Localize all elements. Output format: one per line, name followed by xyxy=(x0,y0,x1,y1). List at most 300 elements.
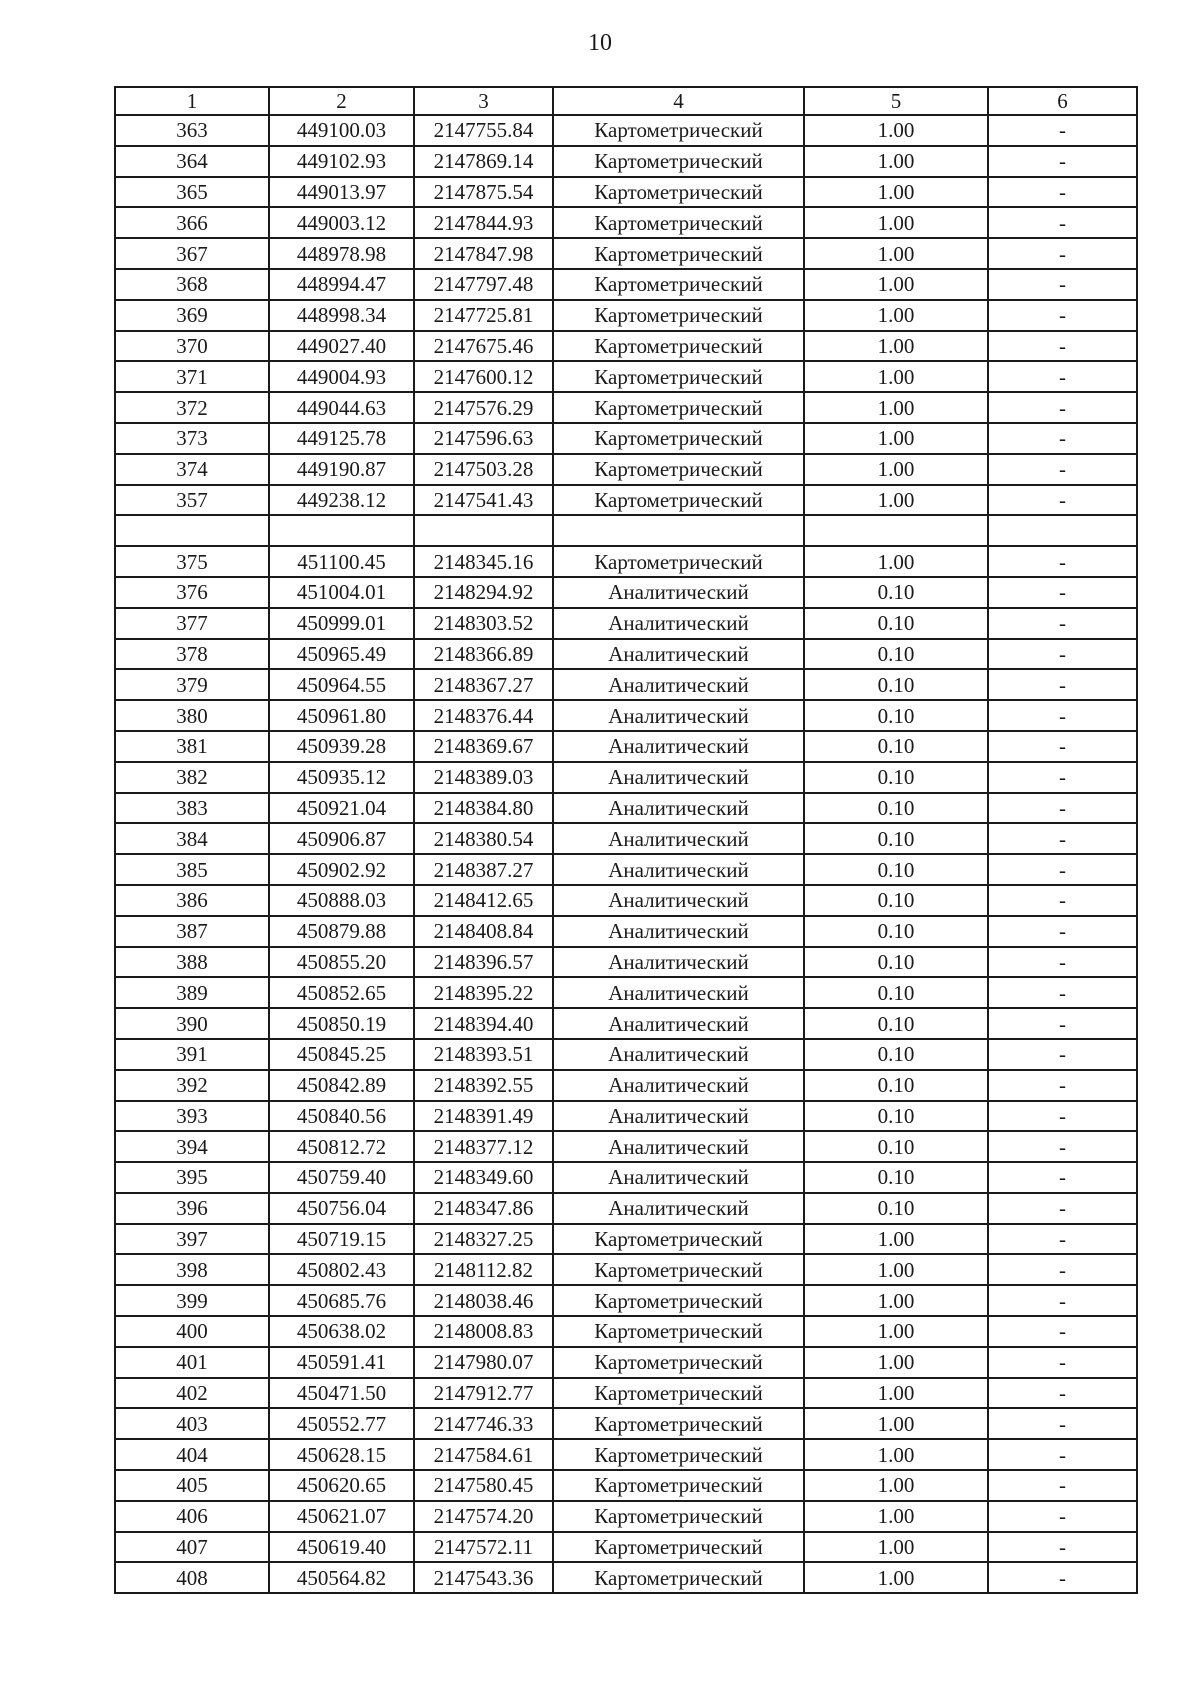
table-cell-col-2: 449238.12 xyxy=(269,485,414,516)
table-cell-col-5: 0.10 xyxy=(804,1131,988,1162)
table-cell-col-2: 450719.15 xyxy=(269,1224,414,1255)
table-cell-col-6: - xyxy=(988,1562,1137,1593)
table-cell-col-3: 2147584.61 xyxy=(414,1439,553,1470)
table-cell-col-2: 450471.50 xyxy=(269,1378,414,1409)
table-cell-col-3: 2147503.28 xyxy=(414,454,553,485)
table-row xyxy=(115,1439,1137,1470)
table-cell-col-5: 0.10 xyxy=(804,1008,988,1039)
table-cell-col-4: Аналитический xyxy=(553,793,804,824)
table-cell-col-4: Картометрический xyxy=(553,300,804,331)
table-cell-col-5: 0.10 xyxy=(804,1039,988,1070)
table-cell-col-6: - xyxy=(988,762,1137,793)
table-cell-col-2: 450619.40 xyxy=(269,1532,414,1563)
table-row xyxy=(115,1532,1137,1563)
table-cell-col-6: - xyxy=(988,1316,1137,1347)
table-cell-col-6: - xyxy=(988,731,1137,762)
table-cell-col-6: - xyxy=(988,1470,1137,1501)
table-row xyxy=(115,238,1137,269)
table-cell-col-4: Аналитический xyxy=(553,639,804,670)
table-cell-col-1: 396 xyxy=(115,1193,269,1224)
table-cell-col-5: 1.00 xyxy=(804,269,988,300)
table-cell-col-2: 450902.92 xyxy=(269,854,414,885)
table-cell-col-2: 450852.65 xyxy=(269,977,414,1008)
table-cell-col-2: 450840.56 xyxy=(269,1101,414,1132)
table-cell-col-5: 0.10 xyxy=(804,1193,988,1224)
table-row xyxy=(115,762,1137,793)
table-cell-col-2: 450812.72 xyxy=(269,1131,414,1162)
table-cell-col-1: 386 xyxy=(115,885,269,916)
table-header xyxy=(115,87,1137,115)
table-cell-col-5: 0.10 xyxy=(804,700,988,731)
table-row xyxy=(115,207,1137,238)
table-cell-col-1: 379 xyxy=(115,669,269,700)
table-row xyxy=(115,1378,1137,1409)
table-cell-col-4: Аналитический xyxy=(553,1101,804,1132)
table-cell-col-3: 2148377.12 xyxy=(414,1131,553,1162)
table-cell-col-2: 450842.89 xyxy=(269,1070,414,1101)
table-cell-col-6: - xyxy=(988,146,1137,177)
table-cell-col-6: - xyxy=(988,1378,1137,1409)
table-cell-col-3: 2147541.43 xyxy=(414,485,553,516)
table-cell-col-4: Картометрический xyxy=(553,115,804,146)
table-cell-col-6: - xyxy=(988,1008,1137,1039)
table-cell-col-6: - xyxy=(988,823,1137,854)
table-cell-col-2: 450939.28 xyxy=(269,731,414,762)
table-cell-col-3: 2148394.40 xyxy=(414,1008,553,1039)
table-cell-col-1: 389 xyxy=(115,977,269,1008)
table-cell-col-1: 392 xyxy=(115,1070,269,1101)
table-cell-col-4: Аналитический xyxy=(553,1008,804,1039)
table-cell-col-4: Аналитический xyxy=(553,1131,804,1162)
table-cell-col-6: - xyxy=(988,1101,1137,1132)
table-cell-col-6: - xyxy=(988,885,1137,916)
table-cell-col-4: Аналитический xyxy=(553,669,804,700)
table-cell-col-6: - xyxy=(988,977,1137,1008)
table-row xyxy=(115,1193,1137,1224)
table-cell-col-2: 450961.80 xyxy=(269,700,414,731)
table-row xyxy=(115,1501,1137,1532)
table-cell-col-3: 2148369.67 xyxy=(414,731,553,762)
table-cell-col-1: 357 xyxy=(115,485,269,516)
table-row xyxy=(115,1131,1137,1162)
table-cell-col-6: - xyxy=(988,577,1137,608)
table-cell-col-6: - xyxy=(988,361,1137,392)
table-cell-col-6: - xyxy=(988,1501,1137,1532)
table-cell-col-1: 401 xyxy=(115,1347,269,1378)
table-cell-col-1: 408 xyxy=(115,1562,269,1593)
table-cell-col-2: 450802.43 xyxy=(269,1254,414,1285)
table-cell-col-4: Картометрический xyxy=(553,1285,804,1316)
table-cell-col-1: 388 xyxy=(115,947,269,978)
table-cell-col-4: Картометрический xyxy=(553,361,804,392)
table-cell-col-3: 2148327.25 xyxy=(414,1224,553,1255)
table-cell-col-5: 0.10 xyxy=(804,1070,988,1101)
table-cell-col-6: - xyxy=(988,392,1137,423)
table-cell-col-5: 1.00 xyxy=(804,300,988,331)
table-cell-col-1: 384 xyxy=(115,823,269,854)
table-cell-col-1: 398 xyxy=(115,1254,269,1285)
table-cell-col-1: 404 xyxy=(115,1439,269,1470)
table-cell-col-4: Аналитический xyxy=(553,1193,804,1224)
table-cell-col-5: 0.10 xyxy=(804,577,988,608)
table-cell-col-5: 1.00 xyxy=(804,1532,988,1563)
table-cell-col-6: - xyxy=(988,947,1137,978)
table-row xyxy=(115,977,1137,1008)
table-cell-col-2: 448978.98 xyxy=(269,238,414,269)
table-cell-col-6: - xyxy=(988,639,1137,670)
table-cell-col-5: 1.00 xyxy=(804,331,988,362)
table-row xyxy=(115,423,1137,454)
table-cell-col-4: Картометрический xyxy=(553,1316,804,1347)
table-cell-col-4: Аналитический xyxy=(553,947,804,978)
table-row xyxy=(115,1562,1137,1593)
table-cell-col-4: Картометрический xyxy=(553,331,804,362)
table-cell-col-3: 2148367.27 xyxy=(414,669,553,700)
table-cell-col-2: 449003.12 xyxy=(269,207,414,238)
table-cell-col-1: 373 xyxy=(115,423,269,454)
table-cell-col-2: 451004.01 xyxy=(269,577,414,608)
table-cell-col-2: 450591.41 xyxy=(269,1347,414,1378)
table-row xyxy=(115,1470,1137,1501)
table-cell-col-5: 1.00 xyxy=(804,1439,988,1470)
table-cell-col-1: 387 xyxy=(115,916,269,947)
table-cell-col-2: 450638.02 xyxy=(269,1316,414,1347)
table-cell-col-4: Аналитический xyxy=(553,885,804,916)
table-cell-col-2: 448994.47 xyxy=(269,269,414,300)
table-cell-col-2: 450620.65 xyxy=(269,1470,414,1501)
table-row xyxy=(115,885,1137,916)
table-cell-col-3: 2148396.57 xyxy=(414,947,553,978)
table-cell-col-5: 1.00 xyxy=(804,361,988,392)
table-row xyxy=(115,947,1137,978)
table-cell-col-2: 449044.63 xyxy=(269,392,414,423)
table-cell-col-6: - xyxy=(988,669,1137,700)
table-row xyxy=(115,115,1137,146)
table-cell-col-4: Аналитический xyxy=(553,823,804,854)
table-row xyxy=(115,577,1137,608)
table-cell-col-6 xyxy=(988,515,1137,546)
table-cell-col-4: Аналитический xyxy=(553,1070,804,1101)
table-cell-col-2: 450999.01 xyxy=(269,608,414,639)
table-cell-col-5 xyxy=(804,515,988,546)
table-cell-col-6: - xyxy=(988,485,1137,516)
table-cell-col-1: 395 xyxy=(115,1162,269,1193)
table-cell-col-6: - xyxy=(988,1070,1137,1101)
table-row xyxy=(115,1008,1137,1039)
table-cell-col-1: 406 xyxy=(115,1501,269,1532)
table-cell-col-2: 451100.45 xyxy=(269,546,414,577)
table-cell-col-1: 391 xyxy=(115,1039,269,1070)
table-cell-col-4: Аналитический xyxy=(553,731,804,762)
table-row xyxy=(115,546,1137,577)
table-cell-col-5: 0.10 xyxy=(804,608,988,639)
table-cell-col-3: 2147543.36 xyxy=(414,1562,553,1593)
table-cell-col-1: 394 xyxy=(115,1131,269,1162)
table-cell-col-5: 1.00 xyxy=(804,423,988,454)
table-row xyxy=(115,177,1137,208)
coordinates-table xyxy=(114,86,1138,1594)
table-cell-col-3: 2148347.86 xyxy=(414,1193,553,1224)
table-cell-col-6: - xyxy=(988,608,1137,639)
table-cell-col-1: 403 xyxy=(115,1408,269,1439)
table-cell-col-2: 449027.40 xyxy=(269,331,414,362)
table-cell-col-4: Картометрический xyxy=(553,177,804,208)
table-cell-col-1: 385 xyxy=(115,854,269,885)
table-cell-col-3: 2147755.84 xyxy=(414,115,553,146)
table-cell-col-5: 0.10 xyxy=(804,885,988,916)
table-cell-col-3: 2148384.80 xyxy=(414,793,553,824)
table-cell-col-3: 2148408.84 xyxy=(414,916,553,947)
table-cell-col-2: 450855.20 xyxy=(269,947,414,978)
table-cell-col-1: 363 xyxy=(115,115,269,146)
table-cell-col-1: 372 xyxy=(115,392,269,423)
table-cell-col-5: 1.00 xyxy=(804,1224,988,1255)
table-row xyxy=(115,331,1137,362)
table-row xyxy=(115,269,1137,300)
table-cell-col-2: 450628.15 xyxy=(269,1439,414,1470)
table-row xyxy=(115,731,1137,762)
table-cell-col-2: 449100.03 xyxy=(269,115,414,146)
table-cell-col-4: Картометрический xyxy=(553,1532,804,1563)
column-header-4: 4 xyxy=(553,87,804,115)
table-row xyxy=(115,669,1137,700)
table-cell-col-6: - xyxy=(988,331,1137,362)
table-cell-col-3: 2148412.65 xyxy=(414,885,553,916)
table-cell-col-4: Картометрический xyxy=(553,1470,804,1501)
table-cell-col-3: 2147675.46 xyxy=(414,331,553,362)
table-cell-col-6: - xyxy=(988,1408,1137,1439)
table-body xyxy=(115,115,1137,1593)
table-cell-col-1: 366 xyxy=(115,207,269,238)
column-header-2: 2 xyxy=(269,87,414,115)
table-cell-col-4: Аналитический xyxy=(553,762,804,793)
table-cell-col-1: 370 xyxy=(115,331,269,362)
table-row xyxy=(115,1254,1137,1285)
table-cell-col-3: 2147875.54 xyxy=(414,177,553,208)
table-cell-col-3: 2147574.20 xyxy=(414,1501,553,1532)
table-cell-col-4: Аналитический xyxy=(553,700,804,731)
table-row xyxy=(115,392,1137,423)
table-row xyxy=(115,916,1137,947)
table-cell-col-1: 402 xyxy=(115,1378,269,1409)
table-cell-col-4: Аналитический xyxy=(553,608,804,639)
table-cell-col-4: Картометрический xyxy=(553,1347,804,1378)
table-cell-col-5: 1.00 xyxy=(804,1316,988,1347)
table-cell-col-4: Картометрический xyxy=(553,454,804,485)
table-cell-col-1: 371 xyxy=(115,361,269,392)
table-cell-col-3: 2147869.14 xyxy=(414,146,553,177)
table-cell-col-1: 405 xyxy=(115,1470,269,1501)
table-row xyxy=(115,1408,1137,1439)
table-cell-col-6: - xyxy=(988,1254,1137,1285)
table-cell-col-5: 1.00 xyxy=(804,115,988,146)
table-row xyxy=(115,1070,1137,1101)
table-cell-col-3: 2148380.54 xyxy=(414,823,553,854)
table-cell-col-2: 450621.07 xyxy=(269,1501,414,1532)
table-row xyxy=(115,1224,1137,1255)
table-cell-col-6: - xyxy=(988,300,1137,331)
table-cell-col-6: - xyxy=(988,1224,1137,1255)
table-cell-col-1: 367 xyxy=(115,238,269,269)
table-cell-col-3: 2148294.92 xyxy=(414,577,553,608)
table-row xyxy=(115,146,1137,177)
table-row xyxy=(115,1101,1137,1132)
table-cell-col-3: 2147596.63 xyxy=(414,423,553,454)
column-header-1: 1 xyxy=(115,87,269,115)
table-cell-col-1: 390 xyxy=(115,1008,269,1039)
table-cell-col-2: 448998.34 xyxy=(269,300,414,331)
table-cell-col-3: 2147576.29 xyxy=(414,392,553,423)
table-cell-col-5: 1.00 xyxy=(804,1378,988,1409)
table-cell-col-3: 2148393.51 xyxy=(414,1039,553,1070)
table-cell-col-2: 450685.76 xyxy=(269,1285,414,1316)
table-row xyxy=(115,515,1137,546)
table-cell-col-6: - xyxy=(988,793,1137,824)
table-cell-col-6: - xyxy=(988,115,1137,146)
table-cell-col-6: - xyxy=(988,1347,1137,1378)
table-cell-col-1: 365 xyxy=(115,177,269,208)
table-cell-col-4: Картометрический xyxy=(553,1224,804,1255)
table-cell-col-5: 1.00 xyxy=(804,146,988,177)
table-cell-col-3: 2148349.60 xyxy=(414,1162,553,1193)
table-cell-col-5: 0.10 xyxy=(804,1162,988,1193)
table-row xyxy=(115,639,1137,670)
table-cell-col-4: Аналитический xyxy=(553,854,804,885)
table-cell-col-3: 2147746.33 xyxy=(414,1408,553,1439)
table-row xyxy=(115,300,1137,331)
table-cell-col-5: 0.10 xyxy=(804,731,988,762)
table-cell-col-4: Картометрический xyxy=(553,1501,804,1532)
table-cell-col-6: - xyxy=(988,1532,1137,1563)
table-cell-col-2: 450935.12 xyxy=(269,762,414,793)
table-cell-col-1: 378 xyxy=(115,639,269,670)
table-cell-col-6: - xyxy=(988,423,1137,454)
table-cell-col-3: 2148112.82 xyxy=(414,1254,553,1285)
table-cell-col-2: 450921.04 xyxy=(269,793,414,824)
table-row xyxy=(115,793,1137,824)
table-cell-col-2: 450965.49 xyxy=(269,639,414,670)
table-cell-col-3: 2147580.45 xyxy=(414,1470,553,1501)
table-cell-col-3: 2147797.48 xyxy=(414,269,553,300)
table-row xyxy=(115,608,1137,639)
table-cell-col-2: 450906.87 xyxy=(269,823,414,854)
table-row xyxy=(115,1039,1137,1070)
table-cell-col-4: Картометрический xyxy=(553,546,804,577)
table-cell-col-5: 1.00 xyxy=(804,1254,988,1285)
table-cell-col-1: 377 xyxy=(115,608,269,639)
table-cell-col-1: 369 xyxy=(115,300,269,331)
table-cell-col-5: 0.10 xyxy=(804,823,988,854)
table-cell-col-1: 407 xyxy=(115,1532,269,1563)
table-cell-col-4: Картометрический xyxy=(553,1254,804,1285)
table-cell-col-2: 450759.40 xyxy=(269,1162,414,1193)
table-cell-col-4: Аналитический xyxy=(553,1039,804,1070)
table-cell-col-5: 0.10 xyxy=(804,854,988,885)
table-cell-col-4: Картометрический xyxy=(553,238,804,269)
table-cell-col-6: - xyxy=(988,1162,1137,1193)
table-cell-col-3: 2147980.07 xyxy=(414,1347,553,1378)
table-cell-col-6: - xyxy=(988,854,1137,885)
table-cell-col-3: 2148395.22 xyxy=(414,977,553,1008)
table-cell-col-3: 2148345.16 xyxy=(414,546,553,577)
table-cell-col-1 xyxy=(115,515,269,546)
table-cell-col-6: - xyxy=(988,546,1137,577)
table-cell-col-4: Картометрический xyxy=(553,1408,804,1439)
table-cell-col-2: 450564.82 xyxy=(269,1562,414,1593)
table-row xyxy=(115,700,1137,731)
table-cell-col-4 xyxy=(553,515,804,546)
table-cell-col-4: Картометрический xyxy=(553,1439,804,1470)
table-cell-col-4: Картометрический xyxy=(553,269,804,300)
table-cell-col-4: Аналитический xyxy=(553,916,804,947)
column-header-6: 6 xyxy=(988,87,1137,115)
table-cell-col-5: 1.00 xyxy=(804,1408,988,1439)
table-cell-col-3: 2148391.49 xyxy=(414,1101,553,1132)
table-cell-col-5: 1.00 xyxy=(804,1501,988,1532)
table-cell-col-3: 2147844.93 xyxy=(414,207,553,238)
page-number: 10 xyxy=(588,30,612,56)
table-cell-col-3: 2148387.27 xyxy=(414,854,553,885)
table-cell-col-1: 368 xyxy=(115,269,269,300)
table-cell-col-1: 382 xyxy=(115,762,269,793)
table-cell-col-4: Аналитический xyxy=(553,577,804,608)
table-cell-col-2: 450964.55 xyxy=(269,669,414,700)
table-row xyxy=(115,485,1137,516)
table-row xyxy=(115,823,1137,854)
table-cell-col-3: 2147847.98 xyxy=(414,238,553,269)
table-cell-col-4: Картометрический xyxy=(553,392,804,423)
table-cell-col-3: 2147572.11 xyxy=(414,1532,553,1563)
table-cell-col-6: - xyxy=(988,1285,1137,1316)
table-row xyxy=(115,361,1137,392)
table-cell-col-6: - xyxy=(988,1439,1137,1470)
table-row xyxy=(115,1162,1137,1193)
table-cell-col-1: 381 xyxy=(115,731,269,762)
table-cell-col-5: 1.00 xyxy=(804,1470,988,1501)
table-cell-col-2: 449013.97 xyxy=(269,177,414,208)
table-cell-col-3: 2147912.77 xyxy=(414,1378,553,1409)
table-cell-col-2: 450845.25 xyxy=(269,1039,414,1070)
table-cell-col-5: 1.00 xyxy=(804,1285,988,1316)
column-header-3: 3 xyxy=(414,87,553,115)
table-cell-col-1: 376 xyxy=(115,577,269,608)
table-cell-col-3: 2148008.83 xyxy=(414,1316,553,1347)
table-cell-col-6: - xyxy=(988,916,1137,947)
table-cell-col-6: - xyxy=(988,238,1137,269)
table-cell-col-3: 2147725.81 xyxy=(414,300,553,331)
table-cell-col-1: 400 xyxy=(115,1316,269,1347)
table-cell-col-6: - xyxy=(988,454,1137,485)
table-cell-col-5: 1.00 xyxy=(804,177,988,208)
table-cell-col-2: 450879.88 xyxy=(269,916,414,947)
table-cell-col-3: 2148376.44 xyxy=(414,700,553,731)
table-cell-col-5: 0.10 xyxy=(804,1101,988,1132)
table-cell-col-5: 0.10 xyxy=(804,947,988,978)
table-row xyxy=(115,1316,1137,1347)
table-cell-col-3: 2148038.46 xyxy=(414,1285,553,1316)
table-cell-col-5: 1.00 xyxy=(804,207,988,238)
table-cell-col-6: - xyxy=(988,1193,1137,1224)
table-cell-col-1: 380 xyxy=(115,700,269,731)
table-cell-col-5: 0.10 xyxy=(804,793,988,824)
table-cell-col-1: 399 xyxy=(115,1285,269,1316)
table-cell-col-4: Картометрический xyxy=(553,485,804,516)
table-cell-col-2 xyxy=(269,515,414,546)
table-cell-col-6: - xyxy=(988,700,1137,731)
table-cell-col-5: 1.00 xyxy=(804,546,988,577)
table-cell-col-2: 450888.03 xyxy=(269,885,414,916)
table-cell-col-2: 450850.19 xyxy=(269,1008,414,1039)
